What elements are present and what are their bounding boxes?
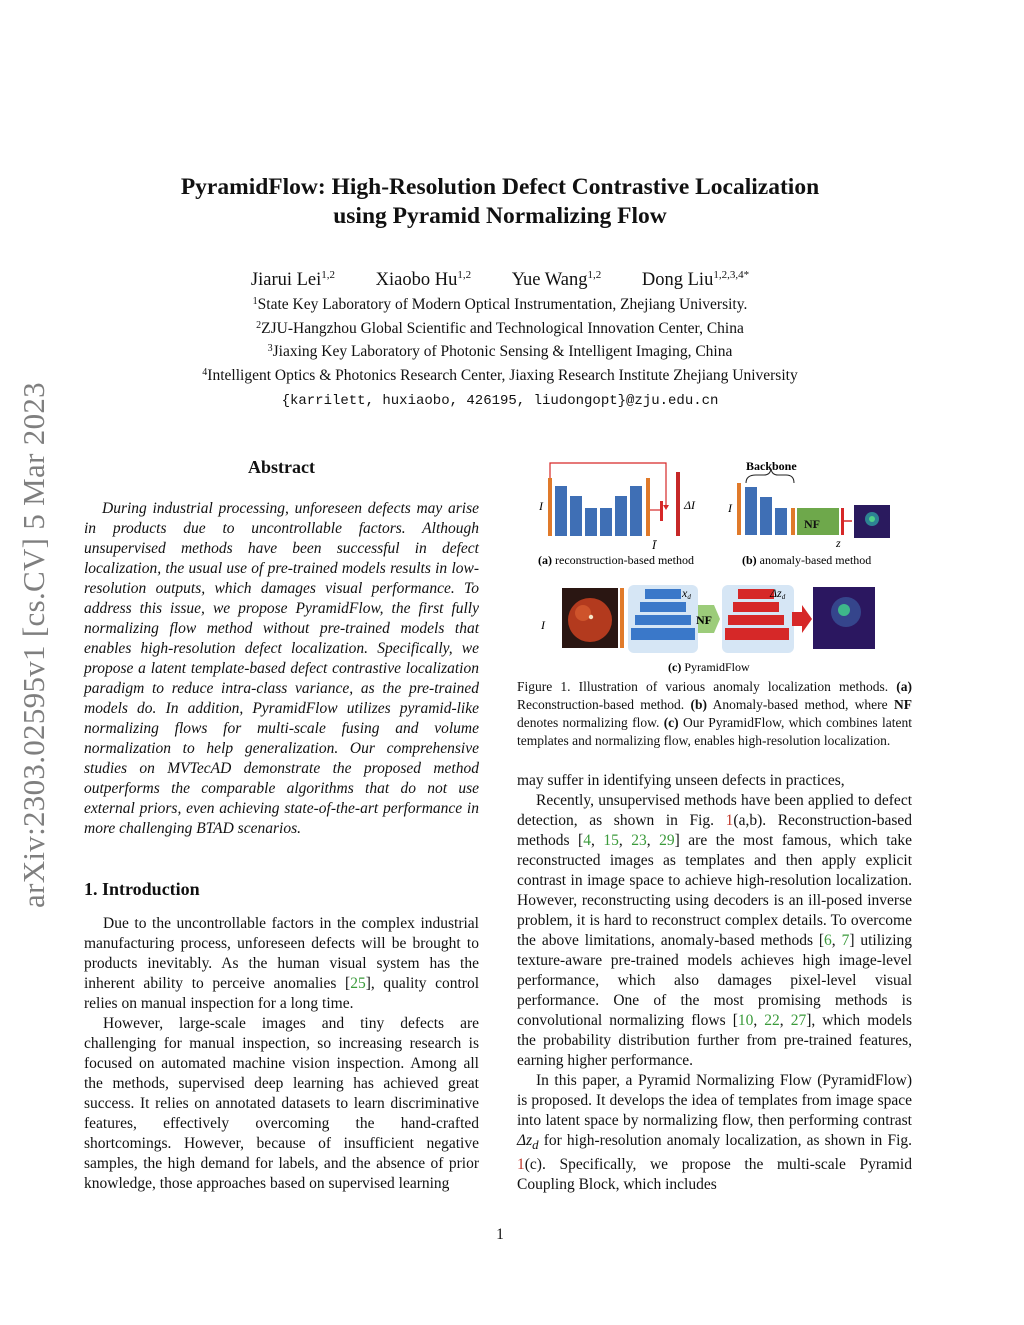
citation-link[interactable]: 7 bbox=[841, 932, 850, 949]
abstract-text: During industrial processing, unforeseen defects may arise in products due to uncontrollable factors. Although unsupervised methods have been successful in defect localization, the usual use of pre-trained models results in low-resolution outputs, which damages visual performance. To address this issue, we propose PyramidFlow, the first fully normalizing flow method without pre-trained models that enables high-resolution defect localization. Specifically, we propose a latent template-based defect contrastive localization paradigm to reduce intra-class variance, as the pre-trained models do. In addition, PyramidFlow utilizes pyramid-like normalizing flows for multi-scale fusing and volume normalization to help generalization. Our comprehensive studies on MVTecAD demonstrate the proposed method outperforms the comparable algorithms that do not use external priors, even achieving state-of-the-art performance in more challenging BTAD scenarios. bbox=[84, 500, 479, 837]
author-list bbox=[120, 269, 880, 291]
panel-b bbox=[727, 459, 890, 567]
feature-bar bbox=[791, 508, 795, 535]
decoder-bar bbox=[615, 496, 627, 536]
arxiv-stamp-text: arXiv:2303.02595v1 [cs.CV] 5 Mar 2023 bbox=[16, 382, 51, 908]
decoder-bar bbox=[630, 486, 642, 536]
heatmap-core bbox=[869, 516, 875, 522]
label-delta-I: ΔI bbox=[684, 498, 696, 512]
backbone-bar bbox=[775, 508, 787, 535]
label-xd: xd bbox=[682, 586, 691, 601]
title-line-2: using Pyramid Normalizing Flow bbox=[333, 203, 667, 229]
latent-level bbox=[725, 628, 789, 640]
latent-level bbox=[738, 589, 774, 599]
label-nf: NF bbox=[804, 517, 820, 531]
figure-ref-link[interactable]: 1 bbox=[517, 1156, 525, 1174]
caption-b: (b) anomaly-based method bbox=[742, 553, 872, 567]
label-backbone: Backbone bbox=[746, 459, 797, 473]
paragraph: However, large-scale images and tiny defects are challenging for manual inspection, so increasing research is focused on automated machine vision inspection. Among all the methods, supervised deep learning has achieved great success. It relies on annotated datasets to learn discriminative features, effectively overcoming the hand-crafted shortcomings. However, because of insufficient negative samples, the high demand for labels, and the absence of prior knowledge, those approaches based on supervised learning bbox=[84, 1015, 479, 1192]
latent-level bbox=[728, 615, 784, 625]
paragraph: In this paper, a Pyramid Normalizing Flow (PyramidFlow) is proposed. It develops the idea of templates from image space into latent space by normalizing flow, then performing contrast $\Delta z_d$ for high-resolution anomaly localization, as shown in Fig. 1(c). Specifically, we propose the multi-scale Pyramid Coupling Block, which includes bbox=[517, 1072, 912, 1194]
input-bar bbox=[620, 588, 624, 648]
page-number: 1 bbox=[496, 1226, 504, 1243]
caption-c: (c) PyramidFlow bbox=[668, 660, 750, 674]
z-bar bbox=[841, 508, 844, 535]
label-I-bar: Ī bbox=[652, 538, 656, 552]
affiliation: $^1$State Key Laboratory of Modern Optical Instrumentation, Zhejiang University. bbox=[252, 296, 748, 313]
figure-caption: Figure 1. Illustration of various anomaly localization methods. (a) Reconstruction-based method. (b) Anomaly-based method, where NF denotes normalizing flow. (c) Our PyramidFlow, which combines latent templates and normalizing flow, enables high-resolution localization. bbox=[517, 679, 912, 748]
panel-a bbox=[538, 463, 696, 567]
figure-ref-link[interactable]: 1 bbox=[725, 812, 734, 829]
affiliation: $^3$Jiaxing Key Laboratory of Photonic Sensing & Intelligent Imaging, China bbox=[267, 343, 733, 360]
math-delta-zd: $\Delta z_d$ bbox=[517, 1132, 539, 1153]
defect-spot bbox=[589, 615, 593, 619]
author: Dong Liu$^{1,2,3,4*}$ bbox=[641, 269, 750, 290]
figure-1 bbox=[520, 455, 920, 675]
author: Yue Wang$^{1,2}$ bbox=[511, 269, 602, 290]
citation-link[interactable]: 23 bbox=[631, 832, 647, 849]
backbone-bar bbox=[745, 487, 757, 535]
citation-link[interactable]: 25 bbox=[350, 975, 366, 992]
encoder-bar bbox=[555, 486, 567, 536]
title-line-1: PyramidFlow: High-Resolution Defect Contrastive Localization bbox=[180, 174, 820, 200]
input-bar bbox=[737, 483, 741, 535]
citation-link[interactable]: 15 bbox=[603, 832, 619, 849]
arxiv-stamp bbox=[14, 360, 54, 930]
citation-link[interactable]: 29 bbox=[659, 832, 675, 849]
paragraph: Recently, unsupervised methods have been applied to defect detection, as shown in Fig. 1(a,b). Reconstruction-based methods [4, 15, 23, 29] are the most famous, which take reconstructed images as templates and then apply explicit contrast in image space to achieve high-resolution localization. However, reconstructing using decoders is an ill-posed inverse problem, it is hard to reconstruct complex details. To overcome the above limitations, anomaly-based methods [6, 7] utilizing texture-aware pre-trained models achieves high image-level performance, which also damages pixel-level visual performance. One of the most promising methods is convolutional normalizing flows [10, 22, 27], which models the probability distribution further from pre-trained features, earning higher performance. bbox=[517, 792, 913, 1069]
affiliation: $^4$Intelligent Optics & Photonics Research Center, Jiaxing Research Institute Zhejiang University bbox=[202, 367, 798, 384]
author: Jiarui Lei$^{1,2}$ bbox=[250, 269, 336, 290]
affiliation: $^2$ZJU-Hangzhou Global Scientific and Technological Innovation Center, China bbox=[256, 320, 744, 337]
backbone-bar bbox=[760, 497, 772, 535]
panel-c bbox=[540, 585, 875, 674]
output-bar bbox=[646, 478, 650, 536]
arrow-head bbox=[663, 505, 669, 510]
label-I: I bbox=[541, 618, 545, 632]
paragraph: Due to the uncontrollable factors in the complex industrial manufacturing process, unforeseen defects will be brought to products inevitably. As the human visual system has the inherent ability to perceive anomalies [25], quality control relies on manual inspection for a long time. bbox=[84, 915, 479, 1012]
author: Xiaobo Hu$^{1,2}$ bbox=[375, 269, 472, 290]
delta-bar bbox=[676, 472, 680, 536]
citation-link[interactable]: 22 bbox=[764, 1012, 780, 1029]
apple-highlight bbox=[575, 605, 591, 621]
label-I: I bbox=[728, 501, 732, 515]
decoder-bar bbox=[600, 508, 612, 536]
citation-link[interactable]: 6 bbox=[824, 932, 832, 949]
latent-level bbox=[733, 602, 779, 612]
paper-title bbox=[120, 173, 880, 231]
pyramid-level bbox=[645, 589, 681, 599]
pyramid-level bbox=[635, 615, 691, 625]
output-arrow bbox=[792, 605, 812, 633]
intro-column-left bbox=[84, 914, 479, 1194]
caption-a: (a) reconstruction-based method bbox=[538, 553, 694, 567]
encoder-bar bbox=[585, 508, 597, 536]
apple-body bbox=[568, 598, 612, 642]
heatmap-core bbox=[838, 604, 850, 616]
label-nf: NF bbox=[696, 613, 712, 627]
citation-link[interactable]: 27 bbox=[790, 1012, 807, 1029]
intro-heading: 1. Introduction bbox=[84, 879, 200, 899]
citation-link[interactable]: 10 bbox=[737, 1012, 754, 1029]
pyramid-level bbox=[640, 602, 686, 612]
label-I: I bbox=[539, 499, 543, 513]
paragraph: may suffer in identifying unseen defects in practices, bbox=[517, 772, 845, 789]
pyramid-level bbox=[631, 628, 695, 640]
intro-column-right bbox=[517, 771, 912, 1195]
diff-mark bbox=[660, 501, 663, 521]
label-dzd: Δzd bbox=[770, 586, 786, 601]
author-emails: {karrilett, huxiaobo, 426195, liudongopt}@zju.edu.cn bbox=[281, 393, 719, 409]
encoder-bar bbox=[570, 496, 582, 536]
abstract-heading: Abstract bbox=[248, 457, 315, 477]
citation-link[interactable]: 4 bbox=[583, 832, 591, 849]
label-z: z bbox=[836, 536, 841, 550]
input-bar bbox=[548, 478, 552, 536]
